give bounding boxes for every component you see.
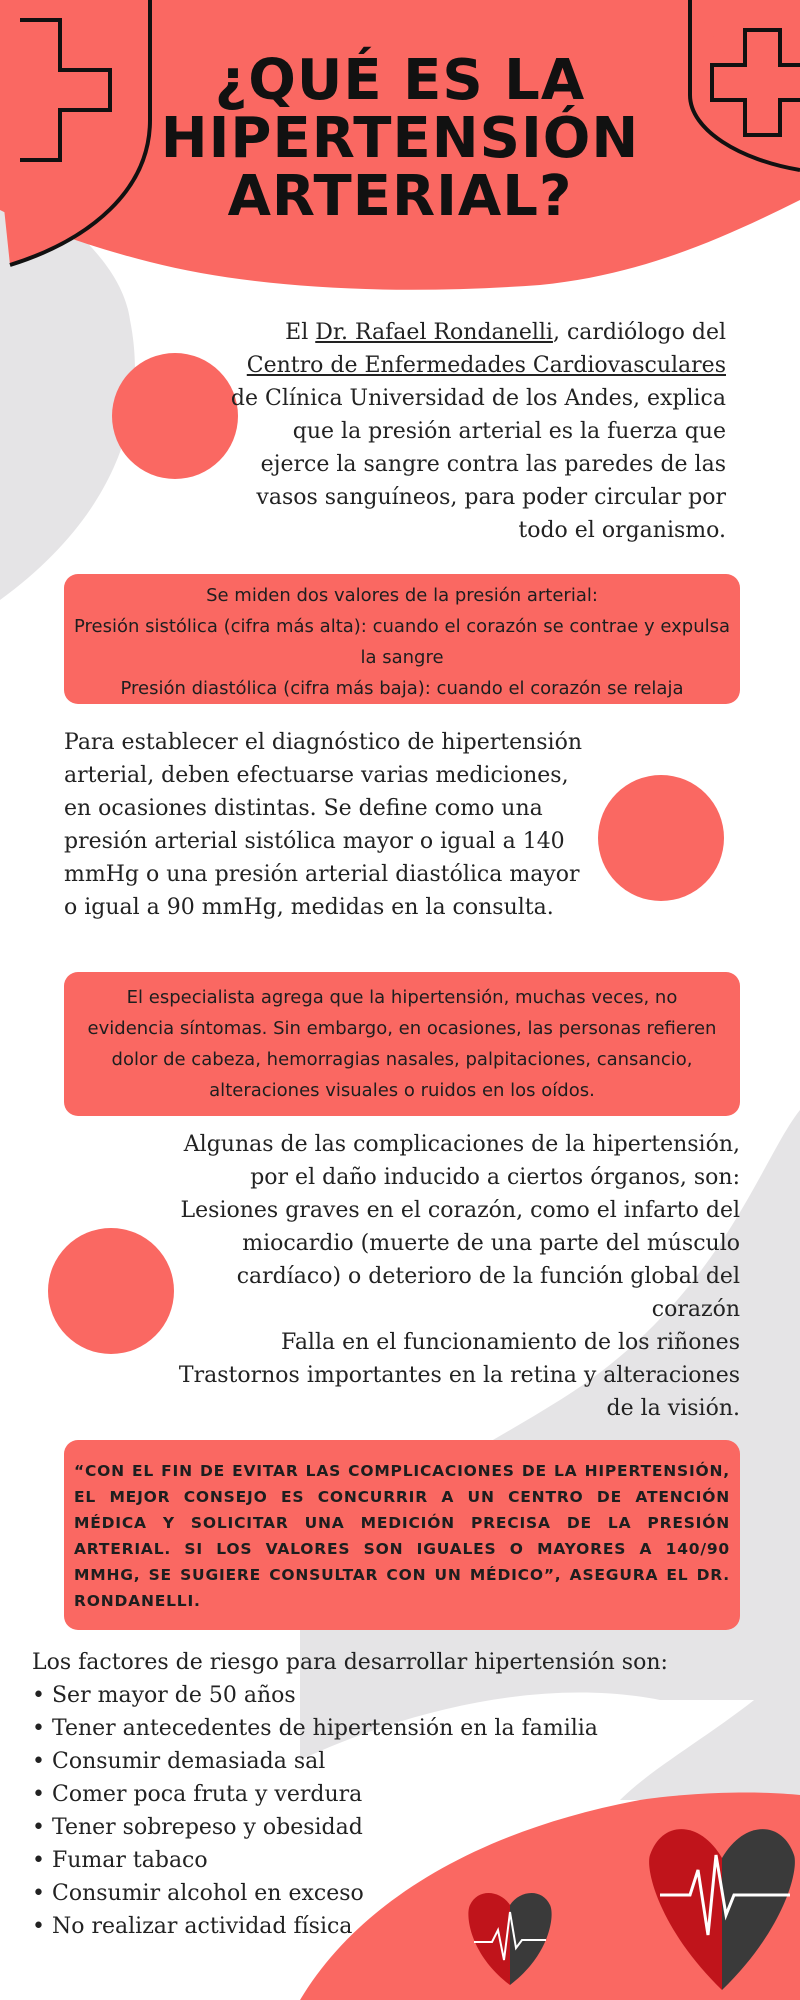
systolic-description: Presión sistólica (cifra más alta): cuando el corazón se contrae y expulsa la sangre bbox=[73, 616, 731, 668]
list-item: • No realizar actividad física bbox=[32, 1910, 732, 1943]
complications-paragraph bbox=[170, 1128, 740, 1425]
complications-intro: Algunas de las complicaciones de la hipertensión, por el daño inducido a ciertos órganos, son: bbox=[183, 1132, 740, 1190]
symptoms-box: El especialista agrega que la hipertensión, muchas veces, no evidencia síntomas. Sin embargo, en ocasiones, las personas refieren dolor de cabeza, hemorragias nasales, palpitaciones, cansancio, alteraciones visuales o ruidos en los oídos. bbox=[64, 972, 740, 1116]
intro-text-end: de Clínica Universidad de los Andes, explica que la presión arterial es la fuerza que ejerce la sangre contra las paredes de las vasos sanguíneos, para poder circular por todo el organismo. bbox=[230, 386, 726, 543]
circle-decoration-2 bbox=[598, 775, 724, 901]
page-title bbox=[100, 48, 700, 229]
list-item: • Comer poca fruta y verdura bbox=[32, 1778, 732, 1811]
circle-decoration-3 bbox=[48, 1228, 174, 1354]
quote-box: “CON EL FIN DE EVITAR LAS COMPLICACIONES DE LA HIPERTENSIÓN, EL MEJOR CONSEJO ES CONCURRIR A UN CENTRO DE ATENCIÓN MÉDICA Y SOLICITAR UNA MEDICIÓN PRECISA DE LA PRESIÓN ARTERIAL. SI LOS VALORES SON IGUALES O MAYORES A 140/90 MMHG, SE SUGIERE CONSULTAR CON UN MÉDICO”, ASEGURA EL DR. RONDANELLI. bbox=[64, 1440, 740, 1630]
list-item: • Ser mayor de 50 años bbox=[32, 1679, 732, 1712]
intro-text-middle: , cardiólogo del bbox=[552, 320, 726, 345]
doctor-name-link[interactable]: Dr. Rafael Rondanelli bbox=[315, 320, 553, 345]
diastolic-description: Presión diastólica (cifra más baja): cuando el corazón se relaja bbox=[120, 678, 684, 699]
pressure-values-box bbox=[64, 574, 740, 704]
title-line-2: HIPERTENSIÓN bbox=[160, 106, 640, 171]
pressure-box-heading: Se miden dos valores de la presión arterial: bbox=[206, 585, 598, 606]
cardio-center-link[interactable]: Centro de Enfermedades Cardiovasculares bbox=[246, 353, 726, 378]
title-line-3: ARTERIAL? bbox=[227, 164, 573, 229]
list-item: • Tener antecedentes de hipertensión en la familia bbox=[32, 1712, 732, 1745]
diagnosis-paragraph: Para establecer el diagnóstico de hipertensión arterial, deben efectuarse varias mediciones, en ocasiones distintas. Se define como una presión arterial sistólica mayor o igual a 140 mmHg o una presión arterial diastólica mayor o igual a 90 mmHg, medidas en la consulta. bbox=[64, 730, 583, 920]
list-item: • Fumar tabaco bbox=[32, 1844, 732, 1877]
list-item: • Consumir alcohol en exceso bbox=[32, 1877, 732, 1910]
intro-paragraph bbox=[220, 316, 726, 547]
risk-factors-list bbox=[32, 1646, 732, 1943]
list-item: • Tener sobrepeso y obesidad bbox=[32, 1811, 732, 1844]
complication-item: Trastornos importantes en la retina y alteraciones de la visión. bbox=[178, 1363, 740, 1421]
intro-text-start: El bbox=[285, 320, 316, 345]
title-line-1: ¿QUÉ ES LA bbox=[214, 48, 586, 113]
complication-item: Lesiones graves en el corazón, como el infarto del miocardio (muerte de una parte del músculo cardíaco) o deterioro de la función global del corazón bbox=[180, 1198, 740, 1322]
list-item: • Consumir demasiada sal bbox=[32, 1745, 732, 1778]
complication-item: Falla en el funcionamiento de los riñones bbox=[281, 1330, 740, 1355]
risk-factors-heading: Los factores de riesgo para desarrollar hipertensión son: bbox=[32, 1650, 668, 1675]
